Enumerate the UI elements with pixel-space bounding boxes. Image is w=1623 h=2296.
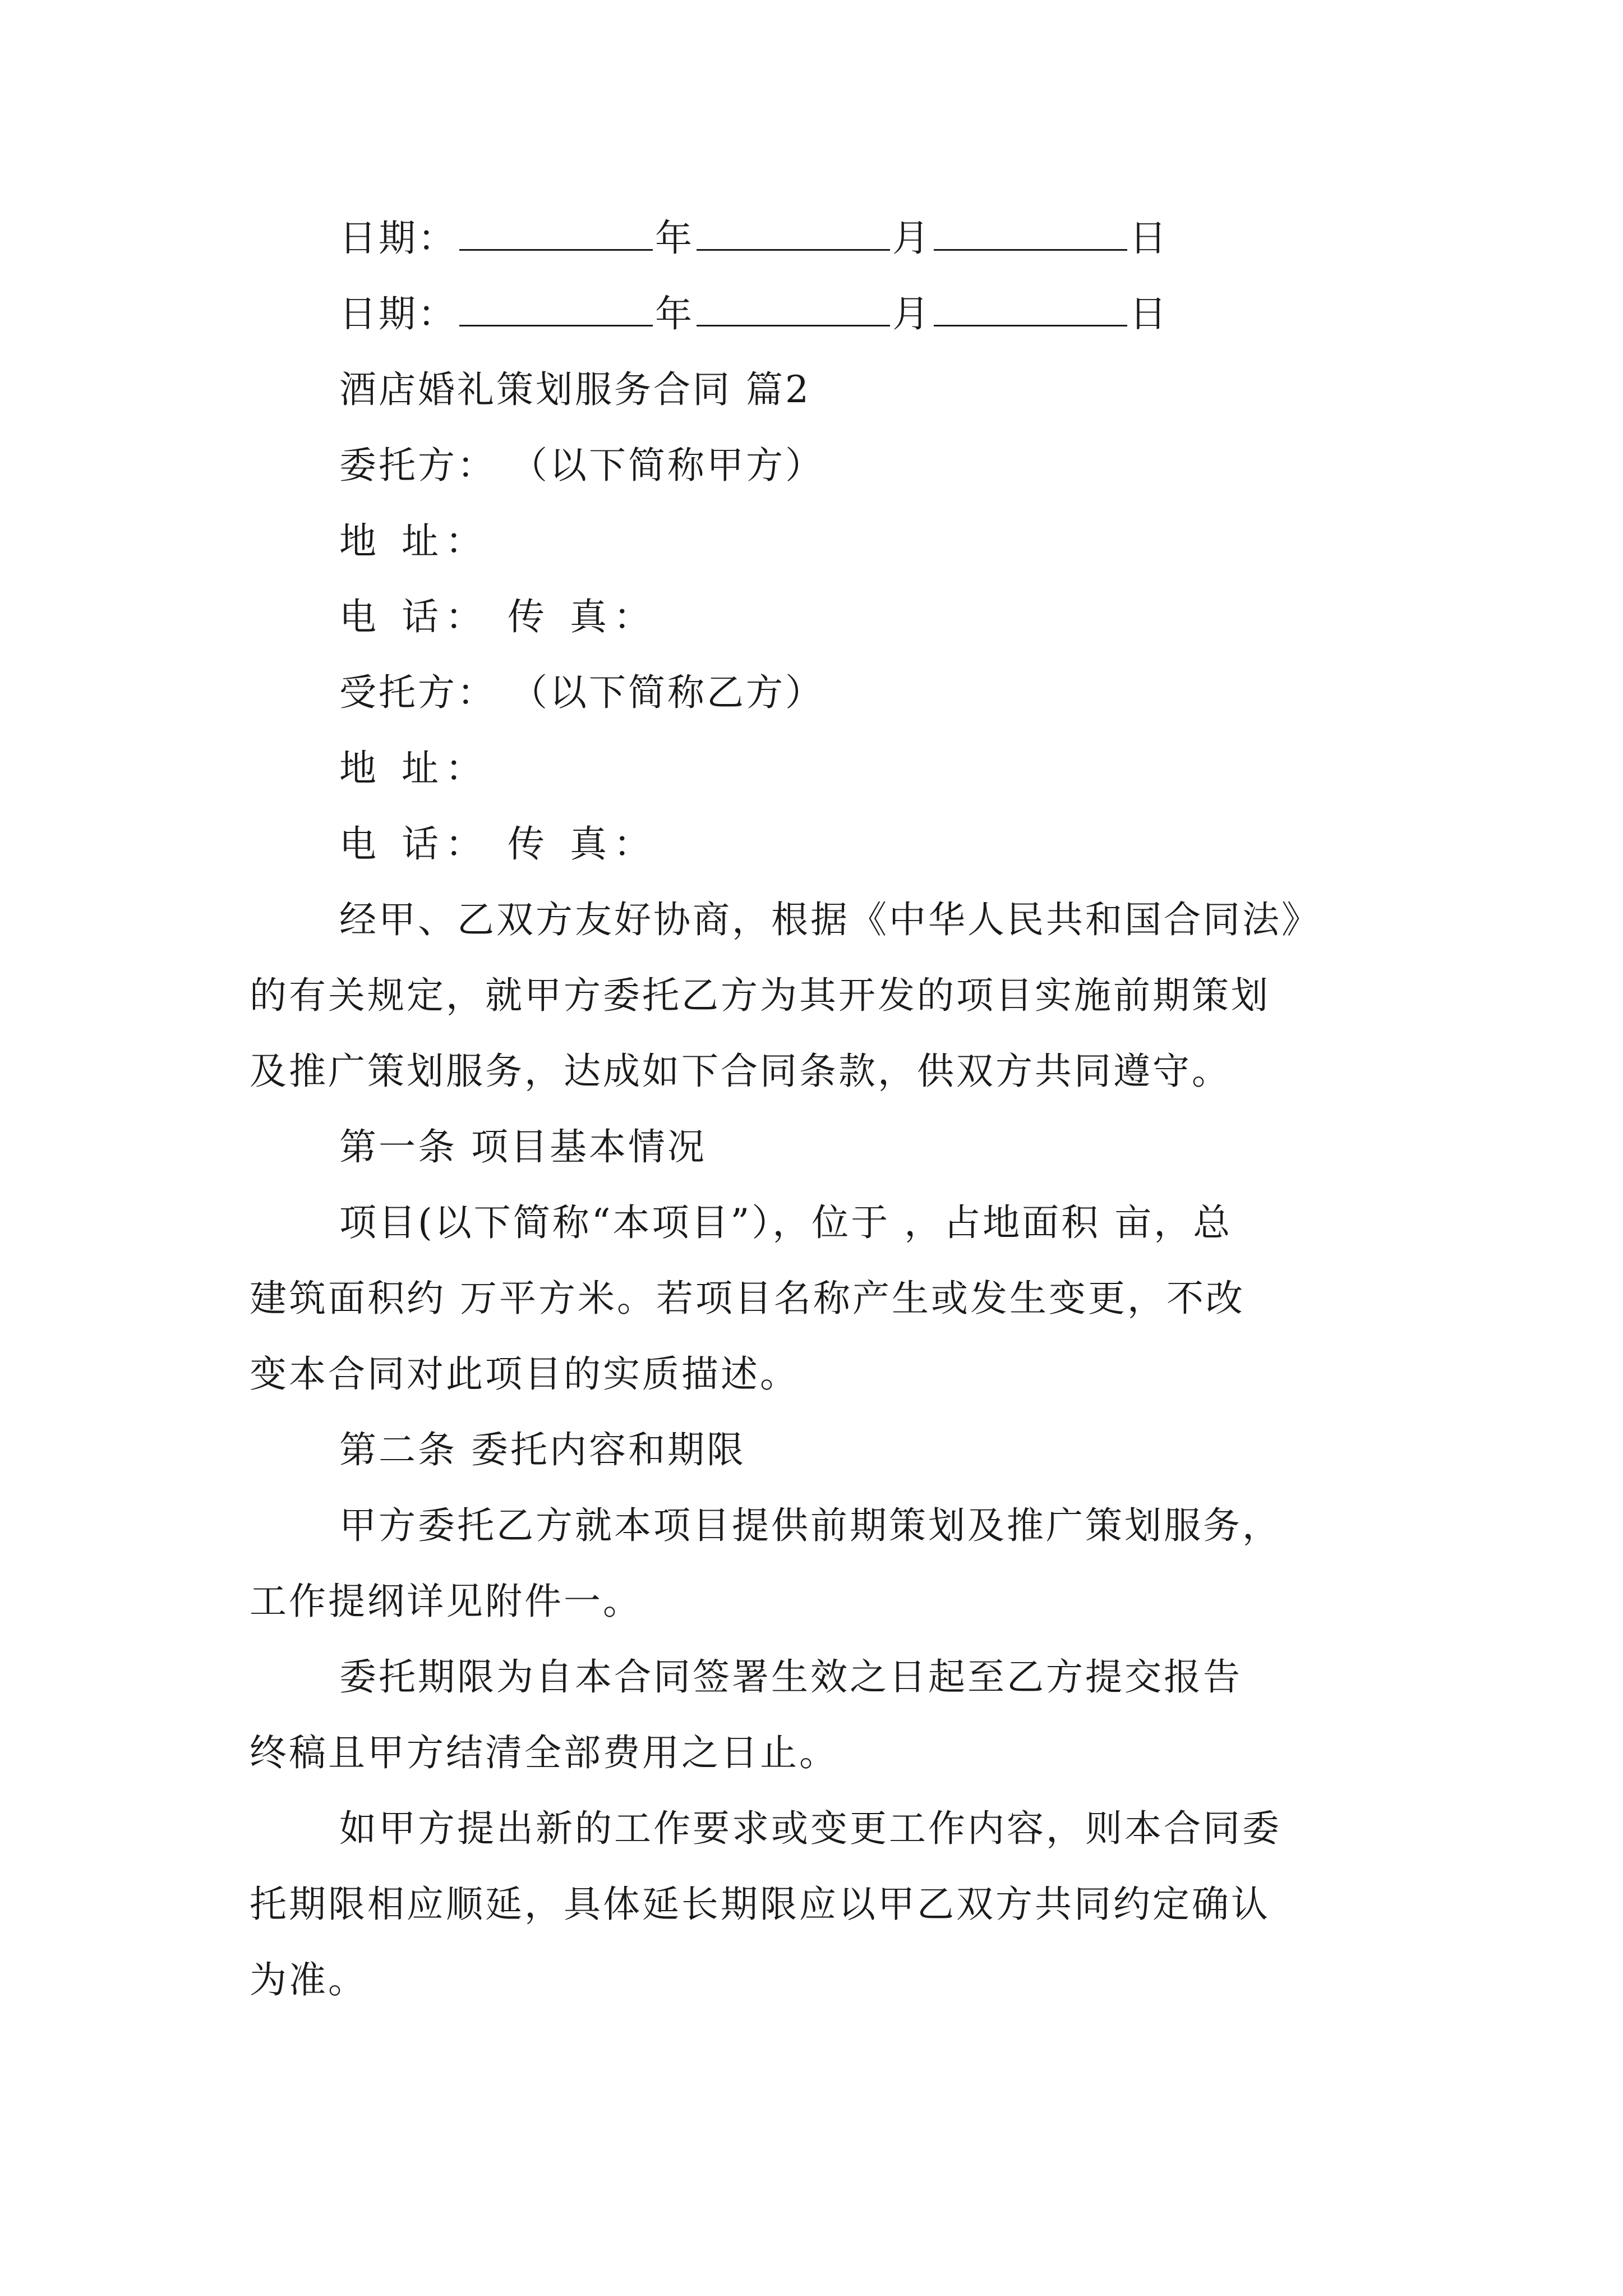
blank-field xyxy=(934,218,1127,251)
article-1-line: 建筑面积约 万平方米。若项目名称产生或发生变更，不改 xyxy=(250,1277,1245,1320)
year-label: 年 xyxy=(655,292,694,335)
article-1-title: 第一条 项目基本情况 xyxy=(339,1125,707,1168)
article-2-p3-line: 如甲方提出新的工作要求或变更工作内容，则本合同委 xyxy=(339,1807,1281,1850)
month-label: 月 xyxy=(892,217,932,260)
article-2-p3-line: 托期限相应顺延，具体延长期限应以甲乙双方共同约定确认 xyxy=(250,1883,1270,1926)
party-b-address: 地 址： xyxy=(339,747,489,790)
article-1-line: 项目(以下简称“本项目”），位于 ，占地面积 亩，总 xyxy=(339,1201,1233,1244)
preamble-line: 及推广策划服务，达成如下合同条款，供双方共同遵守。 xyxy=(250,1050,1231,1093)
article-2-p3-line: 为准。 xyxy=(250,1958,367,2001)
article-2-title: 第二条 委托内容和期限 xyxy=(339,1428,746,1471)
date-line-2 xyxy=(339,292,1169,337)
blank-field xyxy=(459,218,653,251)
month-label: 月 xyxy=(892,292,932,335)
preamble-line: 的有关规定，就甲方委托乙方为其开发的项目实施前期策划 xyxy=(250,974,1270,1017)
date-label: 日期： xyxy=(339,217,457,260)
party-a-phone: 电 话： 传 真： xyxy=(339,595,657,638)
article-1-line: 变本合同对此项目的实质描述。 xyxy=(250,1352,799,1396)
blank-field xyxy=(697,218,890,251)
preamble-line: 经甲、乙双方友好协商，根据《中华人民共和国合同法》 xyxy=(339,898,1321,941)
blank-field xyxy=(459,293,653,326)
party-b-entrust: 受托方： （以下简称乙方） xyxy=(339,671,824,714)
blank-field xyxy=(697,293,890,326)
year-label: 年 xyxy=(655,217,694,260)
date-line-1 xyxy=(339,216,1169,261)
article-2-p1-line: 工作提纲详见附件一。 xyxy=(250,1580,642,1623)
blank-field xyxy=(934,293,1127,326)
article-2-p1-line: 甲方委托乙方就本项目提供前期策划及推广策划服务， xyxy=(339,1504,1281,1547)
article-2-p2-line: 终稿且甲方结清全部费用之日止。 xyxy=(250,1731,838,1774)
day-label: 日 xyxy=(1129,217,1169,260)
date-label: 日期： xyxy=(339,292,457,335)
party-b-phone: 电 话： 传 真： xyxy=(339,822,657,866)
party-a-address: 地 址： xyxy=(339,519,489,563)
section-title: 酒店婚礼策划服务合同 篇2 xyxy=(339,368,811,411)
day-label: 日 xyxy=(1129,292,1169,335)
article-2-p2-line: 委托期限为自本合同签署生效之日起至乙方提交报告 xyxy=(339,1655,1242,1699)
party-a-entrust: 委托方： （以下简称甲方） xyxy=(339,444,824,487)
